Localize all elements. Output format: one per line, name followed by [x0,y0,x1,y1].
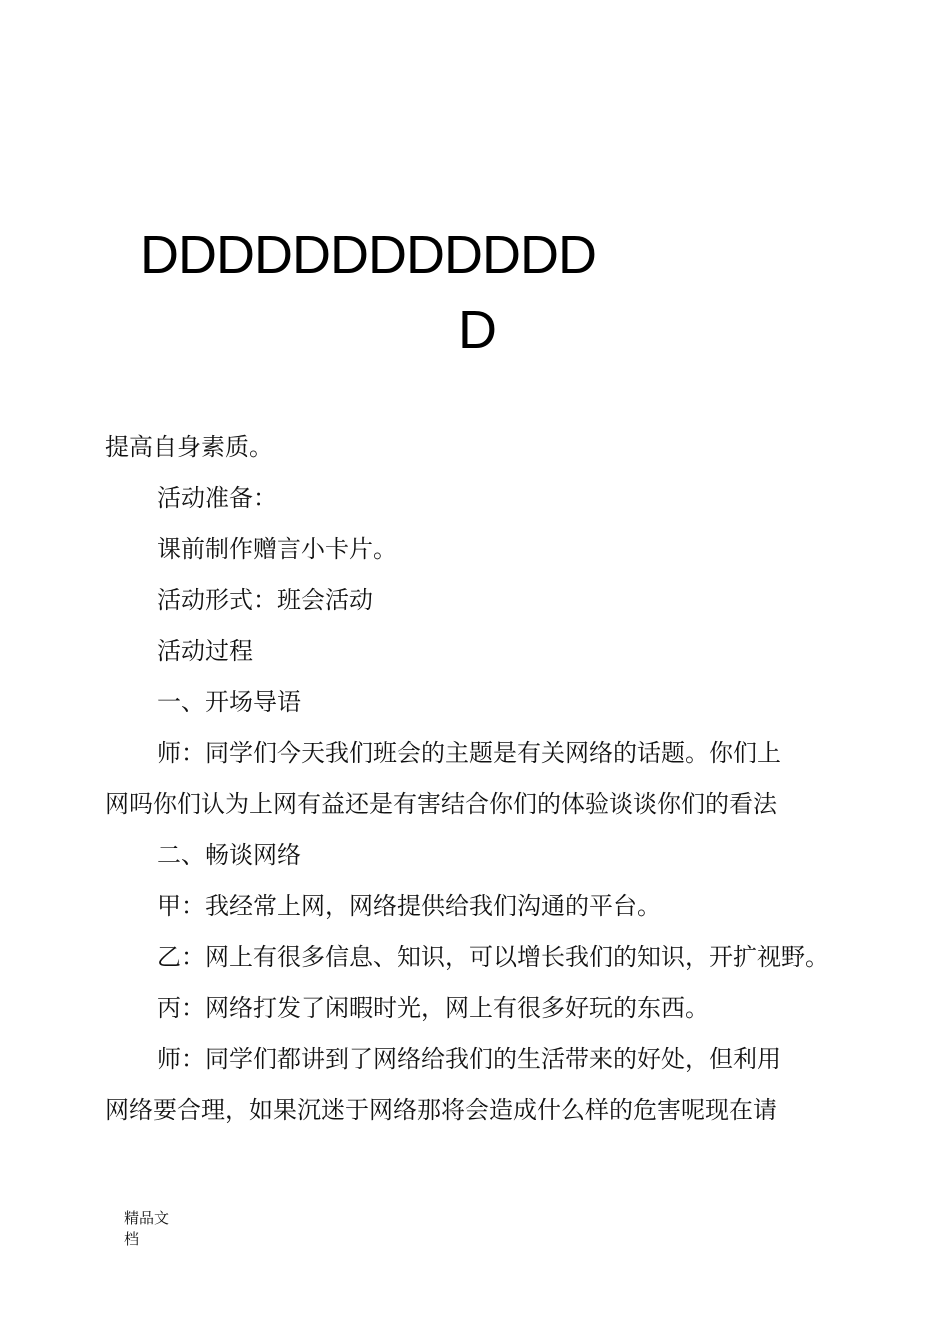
footer-watermark [124,1208,184,1250]
body-line: 师：同学们今天我们班会的主题是有关网络的话题。你们上 [157,739,781,767]
body-line: 课前制作赠言小卡片。 [157,535,397,563]
header-title-continuation: D [458,300,496,360]
body-line: 网络要合理，如果沉迷于网络那将会造成什么样的危害呢现在请 [105,1096,777,1124]
body-line: 提高自身素质。 [105,433,273,461]
body-line: 网吗你们认为上网有益还是有害结合你们的体验谈谈你们的看法 [105,790,777,818]
body-line: 二、畅谈网络 [157,841,301,869]
body-line: 活动形式：班会活动 [157,586,373,614]
footer-text-line: 档 [124,1230,140,1248]
body-line: 活动准备： [157,484,277,512]
body-line: 师：同学们都讲到了网络给我们的生活带来的好处，但利用 [157,1045,781,1073]
body-line: 甲：我经常上网，网络提供给我们沟通的平台。 [157,892,661,920]
footer-text-line: 精品文 [124,1209,170,1227]
body-line: 丙：网络打发了闲暇时光，网上有很多好玩的东西。 [157,994,709,1022]
body-line: 乙：网上有很多信息、知识，可以增长我们的知识，开扩视野。 [157,943,829,971]
body-line: 一、开场导语 [157,688,301,716]
header-title: DDDDDDDDDDDD [140,225,596,285]
body-line: 活动过程 [157,637,253,665]
